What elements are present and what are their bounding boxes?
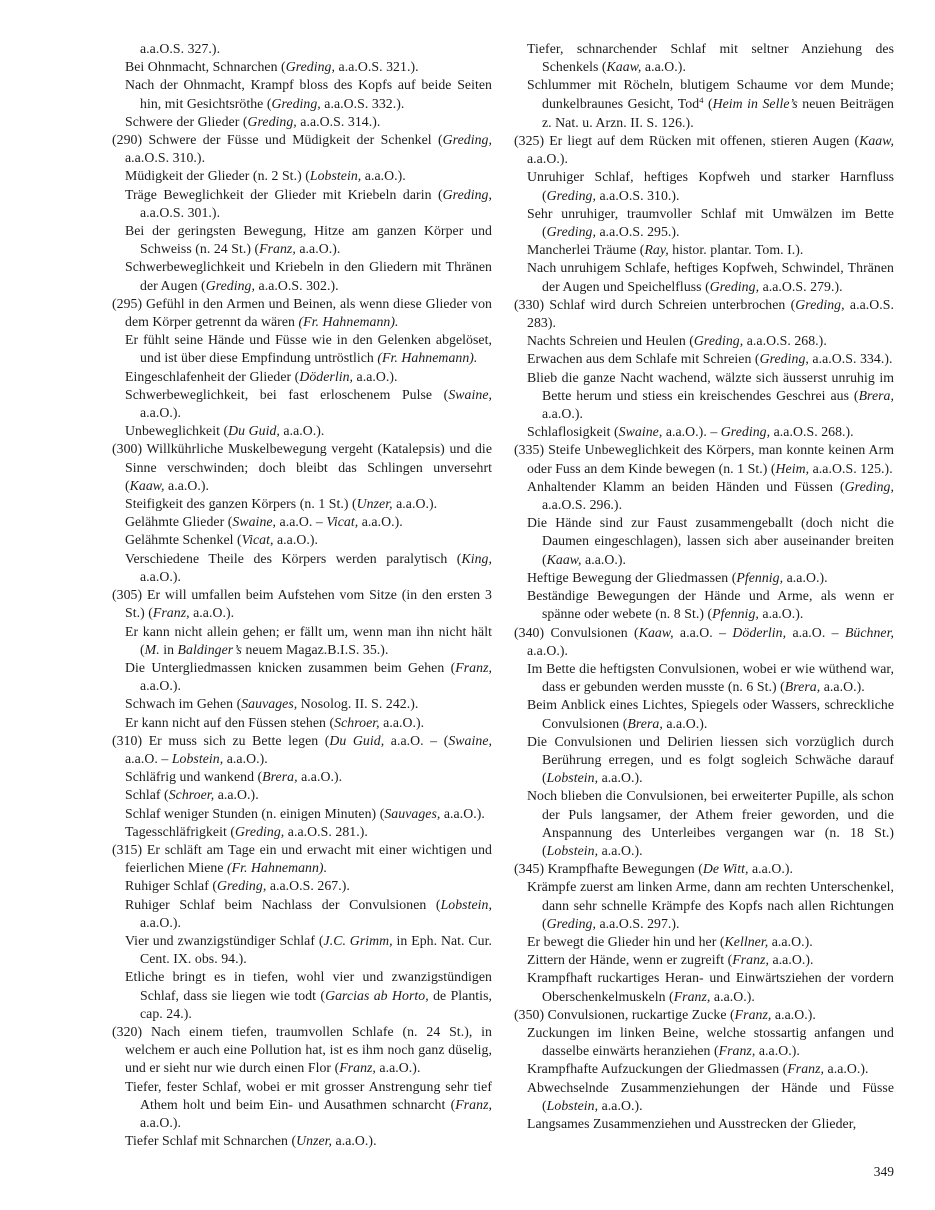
source-citation: Greding,	[285, 59, 336, 75]
source-citation: Franz,	[455, 659, 492, 675]
source-citation: Ray,	[644, 242, 669, 258]
source-citation: De Witt,	[702, 861, 749, 877]
numbered-symptom-entry: (345) Krampfhafte Bewegungen (De Witt, a.a.O.).	[514, 861, 793, 877]
source-citation: Schroer,	[334, 714, 380, 730]
source-citation: Greding,	[205, 277, 256, 293]
source-citation: Greding,	[844, 478, 894, 494]
symptom-entry: Vier und zwanzigstündiger Schlaf (J.C. Grimm, in Eph. Nat. Cur. Cent. IX. obs. 94.).	[125, 932, 492, 967]
source-citation: Schroer,	[168, 787, 215, 803]
symptom-entry: Krampfhafte Aufzuckungen der Gliedmassen (Franz, a.a.O.).	[527, 1061, 869, 1077]
source-citation: Sauvages,	[241, 696, 298, 712]
symptom-entry: Langsames Zusammenziehen und Ausstrecken der Glieder,	[527, 1115, 857, 1131]
source-citation: Vicat,	[326, 514, 359, 530]
source-citation: Franz,	[787, 1061, 825, 1077]
symptom-entry: Steifigkeit des ganzen Körpers (n. 1 St.) (Unzer, a.a.O.).	[125, 496, 438, 512]
source-citation: Swaine,	[448, 732, 492, 748]
source-citation: Greding,	[693, 333, 744, 349]
source-citation: Kaaw,	[859, 133, 894, 149]
symptom-entry: Blieb die ganze Nacht wachend, wälzte sich äusserst unruhig im Bette herum und stiess ein kreischendes Geschrei aus (Brera, a.a.O.).	[527, 369, 894, 422]
numbered-symptom-entry: (325) Er liegt auf dem Rücken mit offenen, stieren Augen (Kaaw, a.a.O.).	[514, 133, 894, 167]
source-citation: Franz,	[339, 1060, 376, 1076]
source-citation: Du Guid,	[228, 423, 280, 439]
symptom-entry: Im Bette die heftigsten Convulsionen, wobei er wie wüthend war, dass er gebunden werden musste (n. 6 St.) (Brera, a.a.O.).	[527, 660, 894, 695]
symptom-entry: Noch blieben die Convulsionen, bei erweiterter Pupille, als schon der Puls langsamer, der Athem freier geworden, und die Anspannung des Unterleibes vergangen war (n. 18 St.) (Lobstein, a.a.O.).	[527, 788, 894, 858]
symptom-entry: Gelähmte Schenkel (Vicat, a.a.O.).	[125, 532, 319, 548]
symptom-entry: Tiefer Schlaf mit Schnarchen (Unzer, a.a.O.).	[125, 1133, 377, 1149]
source-citation: Swaine,	[232, 514, 277, 530]
source-citation: Greding,	[442, 132, 492, 148]
source-citation: Greding,	[546, 187, 596, 203]
source-citation: Greding,	[546, 915, 596, 931]
source-citation: Franz,	[718, 1043, 756, 1059]
source-citation: Brera,	[858, 387, 894, 403]
symptom-entry: Die Hände sind zur Faust zusammengeballt (doch nicht die Daumen eingeschlagen), lassen sich aber auseinander breiten (Kaaw, a.a.O.).	[527, 515, 894, 567]
symptom-entry: Schlummer mit Röcheln, blutigem Schaume vor dem Munde; dunkelbraunes Gesicht, Tod$^4$ (Heim in Selle’s neuen Beiträgen z. Nat. u. Arzn. II. S. 126.).	[527, 77, 894, 130]
source-citation: Kaaw,	[546, 551, 582, 567]
symptom-entry: Gelähmte Glieder (Swaine, a.a.O. – Vicat, a.a.O.).	[125, 514, 403, 530]
source-citation: Lobstein,	[309, 168, 362, 184]
numbered-symptom-entry: (340) Convulsionen (Kaaw, a.a.O. – Döderlin, a.a.O. – Büchner, a.a.O.).	[514, 624, 894, 658]
symptom-entry: Beständige Bewegungen der Hände und Arme, als wenn er spänne oder webete (n. 8 St.) (Pfennig, a.a.O.).	[527, 588, 894, 622]
source-citation: Du Guid,	[329, 732, 385, 748]
symptom-entry: Schwach im Gehen (Sauvages, Nosolog. II. S. 242.).	[125, 696, 419, 712]
source-citation: Greding,	[720, 424, 771, 440]
symptom-entry: Die Convulsionen und Delirien liessen sich vorzüglich durch Berührung erregen, und es folgt sogleich Schwäche darauf (Lobstein, a.a.O.).	[527, 733, 894, 786]
numbered-symptom-entry: (330) Schlaf wird durch Schreien unterbrochen (Greding, a.a.O.S. 283).	[514, 296, 894, 331]
source-citation: (Fr. Hahnemann).	[377, 350, 478, 366]
symptom-entry: Nach der Ohnmacht, Krampf bloss des Kopfs auf beide Seiten hin, mit Gesichtsröthe (Greding, a.a.O.S. 332.).	[125, 77, 492, 111]
source-citation: Brera,	[627, 715, 663, 731]
source-citation: Lobstein,	[546, 1097, 599, 1113]
source-citation: Pfennig,	[712, 606, 759, 622]
source-citation: Lobstein,	[171, 750, 224, 766]
numbered-symptom-entry: (335) Steife Unbeweglichkeit des Körpers, man konnte keinen Arm oder Fuss an dem Kinde bewegen (n. 1 St.) (Heim, a.a.O.S. 125.).	[514, 442, 894, 476]
source-citation: Franz,	[673, 988, 711, 1004]
symptom-entry: Schlaf weniger Stunden (n. einigen Minuten) (Sauvages, a.a.O.).	[125, 805, 485, 821]
source-citation: Franz,	[734, 1006, 772, 1022]
symptom-entry: Anhaltender Klamm an beiden Händen und Füssen (Greding, a.a.O.S. 296.).	[527, 478, 894, 513]
source-citation: Kaaw,	[129, 477, 165, 493]
symptom-entry: Sehr unruhiger, traumvoller Schlaf mit Umwälzen im Bette (Greding, a.a.O.S. 295.).	[527, 205, 894, 240]
source-citation: Swaine,	[448, 386, 492, 402]
symptom-entry: Etliche bringt es in tiefen, wohl vier und zwanzigstündigen Schlaf, dass sie liegen wie todt (Garcias ab Horto, de Plantis, cap. 24.).	[125, 969, 492, 1021]
symptom-entry: Unruhiger Schlaf, heftiges Kopfweh und starker Harnfluss (Greding, a.a.O.S. 310.).	[527, 169, 894, 203]
symptom-entry: Schlaf (Schroer, a.a.O.).	[125, 787, 259, 803]
source-citation: Lobstein,	[440, 896, 492, 912]
footnote-marker: 4	[699, 94, 704, 105]
symptom-entry: a.a.O.S. 327.).	[140, 41, 221, 56]
symptom-entry: Schlaflosigkeit (Swaine, a.a.O.). – Greding, a.a.O.S. 268.).	[527, 424, 854, 440]
source-citation: Heim in Selle’s	[712, 95, 798, 111]
source-citation: Greding,	[759, 351, 809, 367]
symptom-entry: Ruhiger Schlaf beim Nachlass der Convulsionen (Lobstein, a.a.O.).	[125, 896, 492, 930]
symptom-entry: Beim Anblick eines Lichtes, Spiegels oder Wassers, schreckliche Convulsionen (Brera, a.a.O.).	[527, 697, 894, 731]
source-citation: Heim,	[775, 460, 810, 476]
symptom-entry: Eingeschlafenheit der Glieder (Döderlin, a.a.O.).	[125, 368, 398, 384]
numbered-symptom-entry: (350) Convulsionen, ruckartige Zucke (Franz, a.a.O.).	[514, 1006, 816, 1022]
source-citation: King,	[461, 550, 492, 566]
source-citation: Greding,	[709, 278, 760, 294]
source-citation: Greding,	[247, 113, 297, 129]
source-citation: Brera,	[784, 679, 821, 695]
symptom-entry: Krampfhaft ruckartiges Heran- und Einwärtsziehen der vordern Oberschenkelmuskeln (Franz, a.a.O.).	[527, 970, 894, 1004]
symptom-entry: Bei der geringsten Bewegung, Hitze am ganzen Körper und Schweiss (n. 24 St.) (Franz, a.a.O.).	[125, 223, 492, 257]
source-citation: Pfennig,	[736, 569, 784, 585]
source-citation: Greding,	[546, 224, 596, 240]
source-citation: J.C. Grimm,	[323, 932, 393, 948]
symptom-entry: Schläfrig und wankend (Brera, a.a.O.).	[125, 769, 343, 785]
symptom-entry: Er fühlt seine Hände und Füsse wie in den Gelenken abgelöset, und ist über diese Empfindung untröstlich (Fr. Hahnemann).	[125, 332, 492, 366]
text-column-left	[112, 40, 492, 1150]
symptom-entry: Tiefer, fester Schlaf, wobei er mit grosser Anstrengung sehr tief Athem holt und beim Ein- und Ausathmen schnarcht (Franz, a.a.O.).	[125, 1078, 492, 1130]
source-citation: Garcias ab Horto,	[325, 987, 429, 1003]
symptom-entry: Tagesschläfrigkeit (Greding, a.a.O.S. 281.).	[125, 823, 368, 839]
source-citation: Franz,	[152, 605, 190, 621]
source-citation: Franz,	[455, 1096, 492, 1112]
source-citation: Döderlin,	[299, 368, 354, 384]
symptom-entry: Krämpfe zuerst am linken Arme, dann am rechten Unterschenkel, dann sehr schnelle Krämpfe des Kopfs nach allen Richtungen (Greding, a.a.O.S. 297.).	[527, 879, 894, 931]
numbered-symptom-entry: (300) Willkührliche Muskelbewegung vergeht (Katalepsis) und die Sinne verschwinden; doch bleibt das Schlingen unversehrt (Kaaw, a.a.O.).	[112, 441, 492, 493]
source-citation: Franz,	[732, 952, 769, 968]
symptom-entry: Ruhiger Schlaf (Greding, a.a.O.S. 267.).	[125, 878, 350, 894]
symptom-entry: Heftige Bewegung der Gliedmassen (Pfennig, a.a.O.).	[527, 569, 828, 585]
symptom-entry: Zittern der Hände, wenn er zugreift (Franz, a.a.O.).	[527, 952, 814, 968]
symptom-entry: Erwachen aus dem Schlafe mit Schreien (Greding, a.a.O.S. 334.).	[527, 351, 893, 367]
source-citation: Kellner,	[724, 933, 769, 949]
symptom-entry: Nachts Schreien und Heulen (Greding, a.a.O.S. 268.).	[527, 333, 827, 349]
symptom-entry: Er kann nicht auf den Füssen stehen (Schroer, a.a.O.).	[125, 714, 425, 730]
source-citation: Greding,	[271, 95, 321, 111]
symptom-entry: Schwerbeweglichkeit, bei fast erloschenem Pulse (Swaine, a.a.O.).	[125, 386, 492, 421]
source-citation: (Fr. Hahnemann).	[298, 314, 399, 330]
source-citation: M.	[144, 641, 160, 657]
source-citation: Sauvages,	[384, 805, 441, 821]
numbered-symptom-entry: (290) Schwere der Füsse und Müdigkeit der Schenkel (Greding, a.a.O.S. 310.).	[112, 132, 492, 166]
symptom-entry: Schwerbeweglichkeit und Kriebeln in den Gliedern mit Thränen der Augen (Greding, a.a.O.S. 302.).	[125, 259, 492, 293]
source-citation: Franz,	[259, 241, 296, 257]
symptom-entry: Mancherlei Träume (Ray, histor. plantar. Tom. I.).	[527, 242, 804, 258]
numbered-symptom-entry: (310) Er muss sich zu Bette legen (Du Guid, a.a.O. – (Swaine, a.a.O. – Lobstein, a.a.O.).	[112, 732, 492, 766]
source-citation: Lobstein,	[546, 842, 599, 858]
source-citation: Vicat,	[241, 532, 274, 548]
symptom-entry: Schwere der Glieder (Greding, a.a.O.S. 314.).	[125, 113, 381, 129]
symptom-entry: Abwechselnde Zusammenziehungen der Hände und Füsse (Lobstein, a.a.O.).	[527, 1079, 894, 1113]
page-number: 349	[873, 1164, 894, 1179]
source-citation: Unzer,	[296, 1133, 333, 1149]
symptom-entry: Zuckungen im linken Beine, welche stossartig anfangen und dasselbe einwärts heranziehen (Franz, a.a.O.).	[527, 1024, 894, 1059]
source-citation: Baldinger’s	[177, 641, 242, 657]
source-citation: Kaaw,	[638, 624, 674, 640]
numbered-symptom-entry: (305) Er will umfallen beim Aufstehen vom Sitze (in den ersten 3 St.) (Franz, a.a.O.).	[112, 587, 492, 621]
symptom-entry: Tiefer, schnarchender Schlaf mit seltner Anziehung des Schenkels (Kaaw, a.a.O.).	[527, 41, 894, 75]
source-citation: Döderlin,	[732, 624, 787, 640]
source-citation: Greding,	[442, 186, 492, 202]
symptom-entry: Nach unruhigem Schlafe, heftiges Kopfweh, Schwindel, Thränen der Augen und Speichelfluss (Greding, a.a.O.S. 279.).	[527, 260, 894, 294]
source-citation: Büchner,	[844, 624, 894, 640]
numbered-symptom-entry: (320) Nach einem tiefen, traumvollen Schlafe (n. 24 St.), in welchem er auch eine Pollution hat, ist es ihm noch ganz düselig, und er sieht nur wie durch einen Flor (Franz, a.a.O.).	[112, 1023, 492, 1076]
source-citation: Unzer,	[356, 496, 393, 512]
symptom-entry: Unbeweglichkeit (Du Guid, a.a.O.).	[125, 423, 325, 439]
symptom-entry: Müdigkeit der Glieder (n. 2 St.) (Lobstein, a.a.O.).	[125, 168, 406, 184]
source-citation: Kaaw,	[606, 59, 642, 75]
source-citation: Greding,	[795, 296, 845, 312]
source-citation: Greding,	[217, 878, 267, 894]
source-citation: (Fr. Hahnemann).	[227, 860, 328, 876]
text-column-right	[514, 40, 894, 1133]
numbered-symptom-entry: (295) Gefühl in den Armen und Beinen, als wenn diese Glieder von dem Körper getrennt da wären (Fr. Hahnemann).	[112, 295, 492, 330]
symptom-entry: Er bewegt die Glieder hin und her (Kellner, a.a.O.).	[527, 933, 813, 949]
numbered-symptom-entry: (315) Er schläft am Tage ein und erwacht mit einer wichtigen und feierlichen Miene (Fr. Hahnemann).	[112, 841, 492, 876]
source-citation: Swaine,	[618, 424, 663, 440]
source-citation: Brera,	[262, 769, 298, 785]
source-citation: Greding,	[234, 823, 285, 839]
symptom-entry: Träge Beweglichkeit der Glieder mit Kriebeln darin (Greding, a.a.O.S. 301.).	[125, 186, 492, 220]
source-citation: Lobstein,	[546, 770, 599, 786]
symptom-entry: Er kann nicht allein gehen; er fällt um, wenn man ihn nicht hält (M. in Baldinger’s neuem Magaz.B.I.S. 35.).	[125, 623, 492, 657]
symptom-entry: Bei Ohnmacht, Schnarchen (Greding, a.a.O.S. 321.).	[125, 59, 419, 75]
symptom-entry: Die Untergliedmassen knicken zusammen beim Gehen (Franz, a.a.O.).	[125, 659, 492, 694]
symptom-entry: Verschiedene Theile des Körpers werden paralytisch (King, a.a.O.).	[125, 550, 492, 584]
